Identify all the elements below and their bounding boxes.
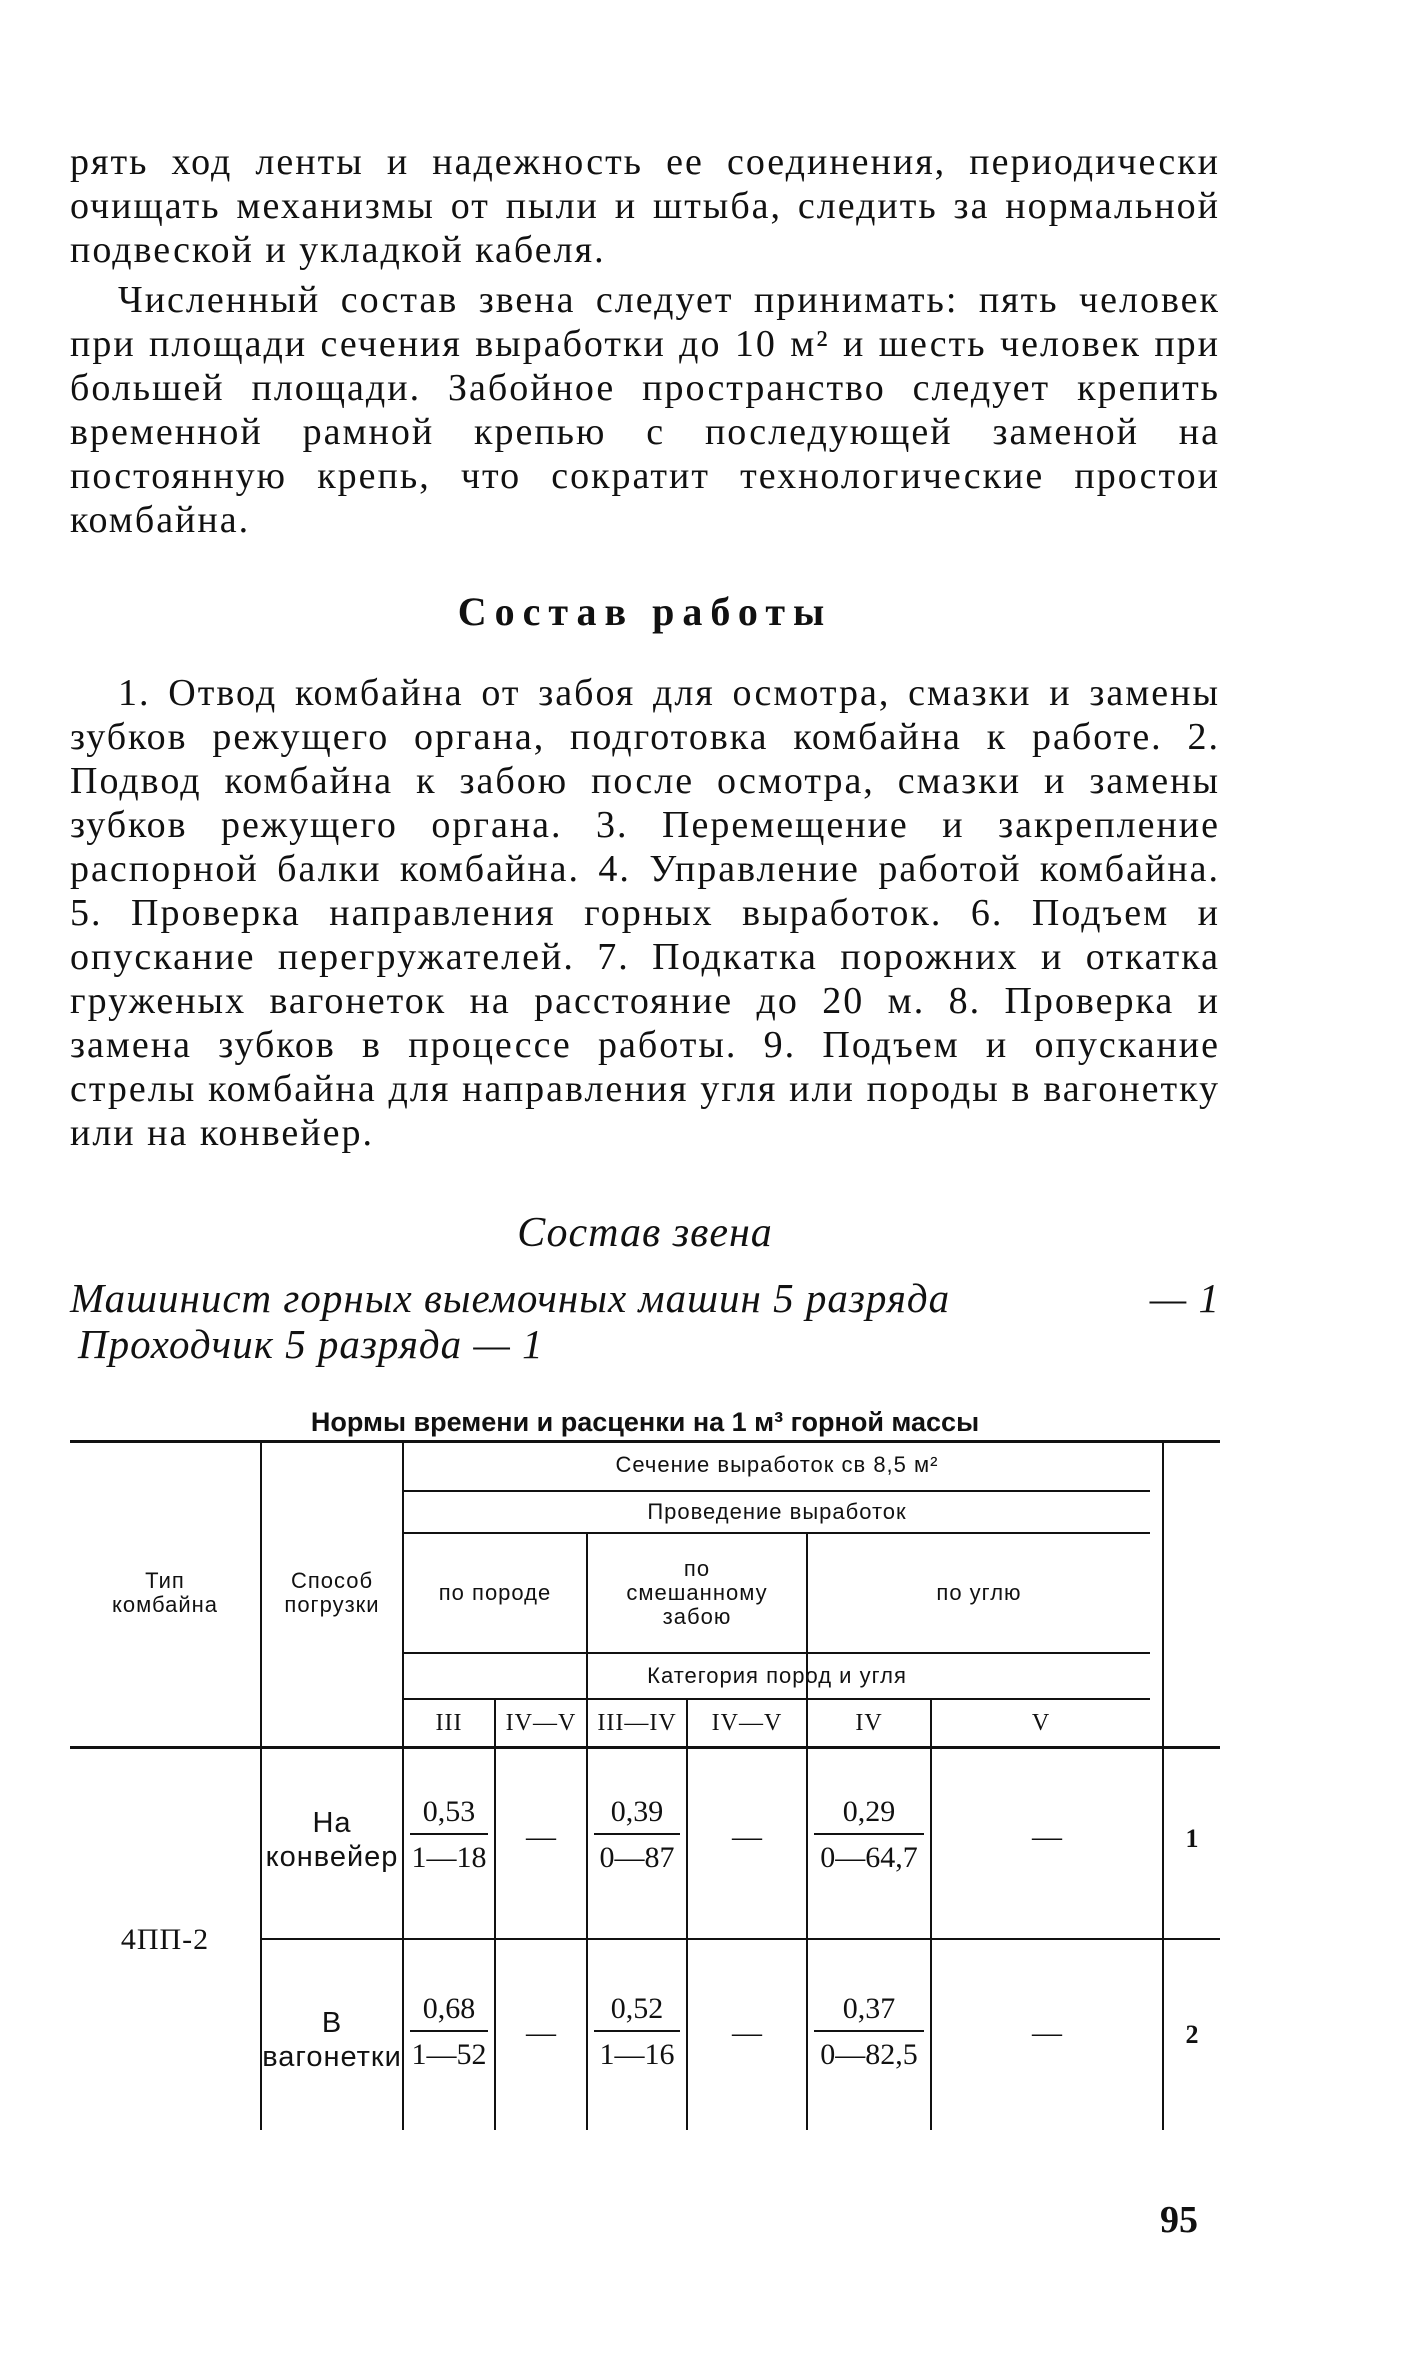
row1-rock-iv-v: — — [526, 1820, 556, 1853]
row2-mixed-iii-iv: $\frac{0,52}{1—16}$ — [588, 1992, 686, 2072]
row1-mixed-iv-v: — — [732, 1820, 762, 1853]
header-cat-1: III — [435, 1710, 463, 1736]
crew-count-1: — 1 — [1149, 1275, 1220, 1321]
crew-list — [70, 1275, 1220, 1367]
row2-rock-iii: $\frac{0,68}{1—52}$ — [411, 1992, 487, 2071]
row1-rock-iii: $\frac{0,53}{1—18}$ — [411, 1795, 487, 1874]
row2-loading: В вагонетки — [262, 2007, 402, 2073]
section-title-work: Состав работы — [457, 589, 833, 634]
row2-mixed-iv-v: — — [732, 2016, 762, 2049]
crew-line-2: Проходчик 5 разряда — 1 — [78, 1321, 544, 1367]
header-loading-method: Способ погрузки — [284, 1568, 380, 1617]
row2-coal-iv: $\frac{0,37}{0—82,5}$ — [808, 1992, 930, 2072]
combine-type: 4ПП-2 — [120, 1923, 210, 1956]
row2-rock-iv-v: — — [526, 2016, 556, 2049]
row1-mixed-iii-iv: $\frac{0,39}{0—87}$ — [588, 1795, 686, 1875]
row1-coal-v: — — [1032, 1820, 1062, 1853]
header-by-coal: по углю — [936, 1580, 1022, 1605]
header-cat-6: V — [1031, 1710, 1051, 1736]
table-title: Нормы времени и расценки на 1 м³ горной массы — [310, 1407, 980, 1437]
paragraph-2: Численный состав звена следует принимать: пять человек при площади сечения выработки до 10 м² и шесть человек при большей площади. Забойное пространство следует крепить временной рамной крепью с последующей заменой на постоянную крепь, что сократит технологические простои комбайна. — [70, 279, 1220, 541]
row2-index: 2 — [1185, 2020, 1199, 2049]
header-cat-2: IV—V — [505, 1710, 577, 1736]
row1-loading: На конвейер — [265, 1807, 399, 1873]
crew-role-1: Машинист горных выемочных машин 5 разряда — [70, 1275, 951, 1321]
section-title-crew: Состав звена — [517, 1210, 773, 1256]
header-cat-4: IV—V — [711, 1710, 783, 1736]
header-driving: Проведение выработок — [647, 1499, 907, 1524]
row1-coal-iv: $\frac{0,29}{0—64,7}$ — [808, 1795, 930, 1875]
header-combine-type: Тип комбайна — [112, 1568, 218, 1617]
header-cat-5: IV — [855, 1710, 883, 1736]
header-section: Сечение выработок св 8,5 м² — [615, 1452, 939, 1477]
paragraph-1: рять ход ленты и надежность ее соединения, периодически очищать механизмы от пыли и штыба, следить за нормальной подвеской и укладкой кабеля. — [70, 141, 1220, 271]
page-body — [70, 140, 1220, 1460]
crew-line-1 — [70, 1275, 1220, 1321]
header-category: Категория пород и угля — [647, 1663, 907, 1688]
norms-table — [70, 1440, 1220, 2130]
header-by-rock: по породе — [438, 1580, 552, 1605]
page-number: 95 — [1160, 2199, 1198, 2241]
paragraph-work-list: 1. Отвод комбайна от забоя для осмотра, смазки и замены зубков режущего органа, подготовка комбайна к работе. 2. Подвод комбайна к забою после осмотра, смазки и замены зубков режущего органа. 3. Перемещение и закрепление распорной балки комбайна. 4. Управление работой комбайна. 5. Проверка направления горных выработок. 6. Подъем и опускание перегружателей. 7. Подкатка порожних и откатка груженых вагонеток на расстояние до 20 м. 8. Проверка и замена зубков в процессе работы. 9. Подъем и опускание стрелы комбайна для направления угля или породы в вагонетку или на конвейер. — [70, 672, 1220, 1154]
row1-index: 1 — [1185, 1824, 1199, 1853]
header-by-mixed-face: по смешанному забою — [626, 1556, 768, 1629]
header-cat-3: III—IV — [597, 1710, 677, 1736]
row2-coal-v: — — [1032, 2016, 1062, 2049]
